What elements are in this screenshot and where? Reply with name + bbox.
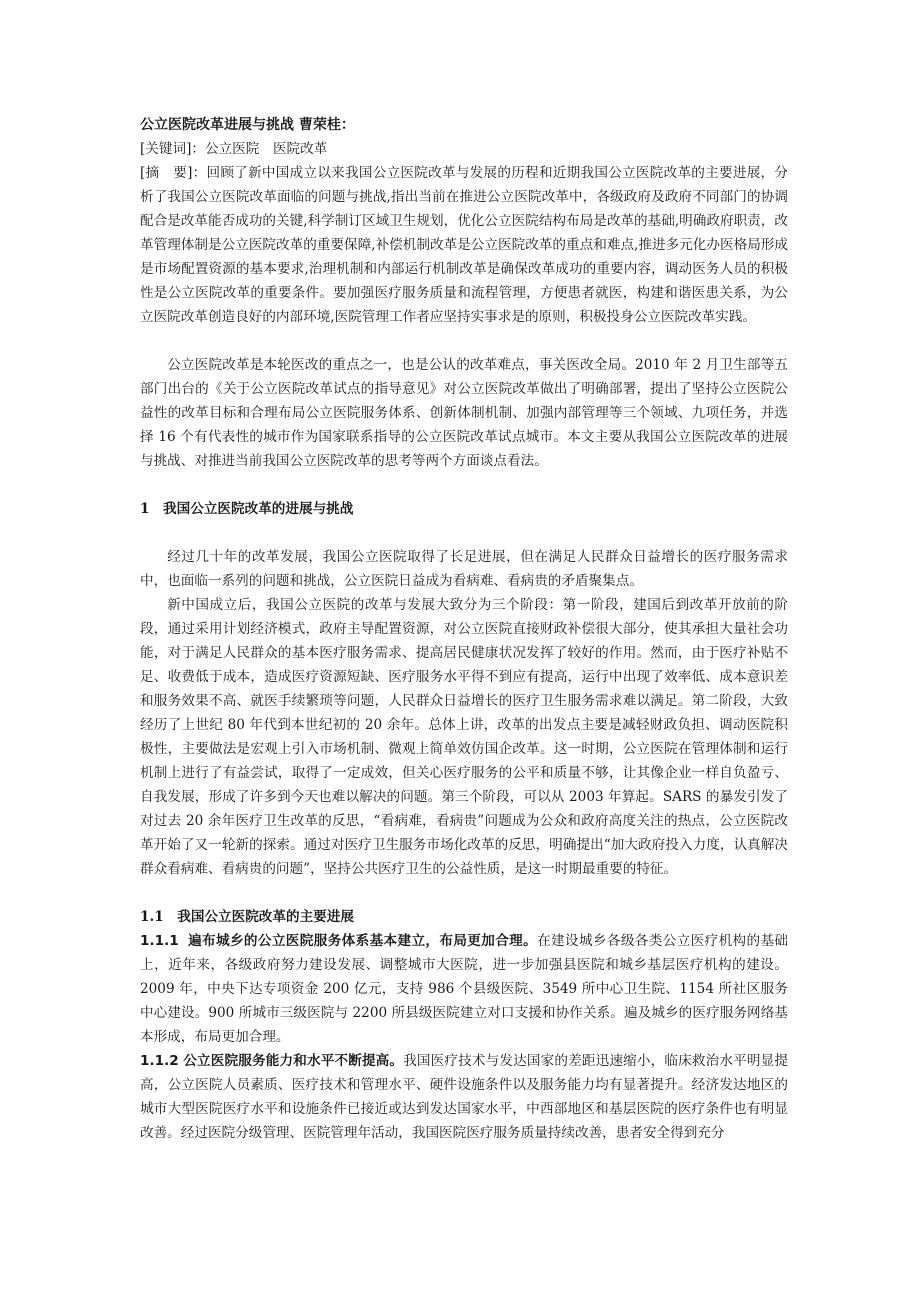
item-1-1-1-paragraph (140, 929, 788, 1049)
section-1-1-heading: 1.1 我国公立医院改革的主要进展 (140, 909, 354, 925)
item-1-1-1-number: 1.1.1 (140, 933, 179, 949)
spacer (140, 521, 788, 545)
document-title: 公立医院改革进展与挑战 曹荣桂： (140, 117, 355, 133)
item-1-1-1-text: 在建设城乡各级各类公立医疗机构的基础上，近年来，各级政府努力建设发展、调整城市大医院，进一步加强县医院和城乡基层医疗机构的建设。2009 年，中央下达专项资金 200 亿元，支持 986 个县级医院、3549 所中心卫生院、1154 所社区服务中心建设。900 所城市三级医院与 2200 所县级医院建立对口支援和协作关系。遍及城乡的医疗服务网络基本形成，布局更加合理。 (140, 933, 788, 1045)
spacer (140, 881, 788, 905)
item-1-1-1-lead: 遍布城乡的公立医院服务体系基本建立，布局更加合理。 (188, 933, 538, 949)
item-1-1-2-lead: 公立医院服务能力和水平不断提高。 (183, 1053, 404, 1069)
intro-paragraph: 公立医院改革是本轮医改的重点之一，也是公认的改革难点，事关医改全局。2010 年 2 月卫生部等五部门出台的《关于公立医院改革试点的指导意见》对公立医院改革做出了明确部署，提出了坚持公立医院公益性的改革目标和合理布局公立医院服务体系、创新体制机制、加强内部管理等三个领域、九项任务，并选择 16 个有代表性的城市作为国家联系指导的公立医院改革试点城市。本文主要从我国公立医院改革的进展与挑战、对推进当前我国公立医院改革的思考等两个方面谈点看法。 (140, 357, 788, 469)
section-1-paragraph-2: 新中国成立后，我国公立医院的改革与发展大致分为三个阶段：第一阶段，建国后到改革开放前的阶段，通过采用计划经济模式，政府主导配置资源，对公立医院直接财政补偿很大部分，使其承担大量社会功能，对于满足人民群众的基本医疗服务需求、提高居民健康状况发挥了较好的作用。然而，由于医疗补贴不足、收费低于成本，造成医疗资源短缺、医疗服务水平得不到应有提高，运行中出现了效率低、成本意识差和服务效果不高、就医手续繁琐等问题，人民群众日益增长的医疗卫生服务需求难以满足。第二阶段，大致经历了上世纪 80 年代到本世纪初的 20 余年。总体上讲，改革的出发点主要是减轻财政负担、调动医院积极性，主要做法是宏观上引入市场机制、微观上简单效仿国企改革。这一时期，公立医院在管理体制和运行机制上进行了有益尝试，取得了一定成效，但关心医疗服务的公平和质量不够，让其像企业一样自负盈亏、自我发展，形成了许多到今天也难以解决的问题。第三个阶段，可以从 2003 年算起。SARS 的暴发引发了对过去 20 余年医疗卫生改革的反思，“看病难，看病贵”问题成为公众和政府高度关注的热点，公立医院改革开始了又一轮新的探索。通过对医疗卫生服务市场化改革的反思，明确提出“加大政府投入力度，认真解决群众看病难、看病贵的问题”，坚持公共医疗卫生的公益性质，是这一时期最重要的特征。 (140, 597, 788, 877)
section-1-paragraph-1: 经过几十年的改革发展，我国公立医院取得了长足进展，但在满足人民群众日益增长的医疗服务需求中，也面临一系列的问题和挑战，公立医院日益成为看病难、看病贵的矛盾聚集点。 (140, 549, 788, 589)
spacer (140, 329, 788, 353)
abstract-paragraph: [摘 要]：回顾了新中国成立以来我国公立医院改革与发展的历程和近期我国公立医院改革的主要进展，分析了我国公立医院改革面临的问题与挑战,指出当前在推进公立医院改革中，各级政府及政府不同部门的协调配合是改革能否成功的关键,科学制订区域卫生规划，优化公立医院结构布局是改革的基础,明确政府职责，改革管理体制是公立医院改革的重要保障,补偿机制改革是公立医院改革的重点和难点,推进多元化办医格局形成是市场配置资源的基本要求,治理机制和内部运行机制改革是确保改革成功的重要内容，调动医务人员的积极性是公立医院改革的重要条件。要加强医疗服务质量和流程管理，方便患者就医，构建和谐医患关系，为公立医院改革创造良好的内部环境,医院管理工作者应坚持实事求是的原则，积极投身公立医院改革实践。 (140, 165, 788, 325)
item-1-1-2-text: 我国医疗技术与发达国家的差距迅速缩小，临床救治水平明显提高，公立医院人员素质、医疗技术和管理水平、硬件设施条件以及服务能力均有显著提升。经济发达地区的城市大型医院医疗水平和设施条件已接近或达到发达国家水平，中西部地区和基层医院的医疗条件也有明显改善。经过医院分级管理、医院管理年活动，我国医院医疗服务质量持续改善，患者安全得到充分 (140, 1053, 789, 1141)
item-1-1-2-number: 1.1.2 (140, 1053, 179, 1069)
document-page (140, 113, 788, 1145)
spacer (140, 473, 788, 497)
keywords-line: [关键词]：公立医院 医院改革 (140, 141, 328, 157)
section-1-heading: 1 我国公立医院改革的进展与挑战 (140, 501, 354, 517)
item-1-1-2-paragraph (140, 1049, 788, 1145)
